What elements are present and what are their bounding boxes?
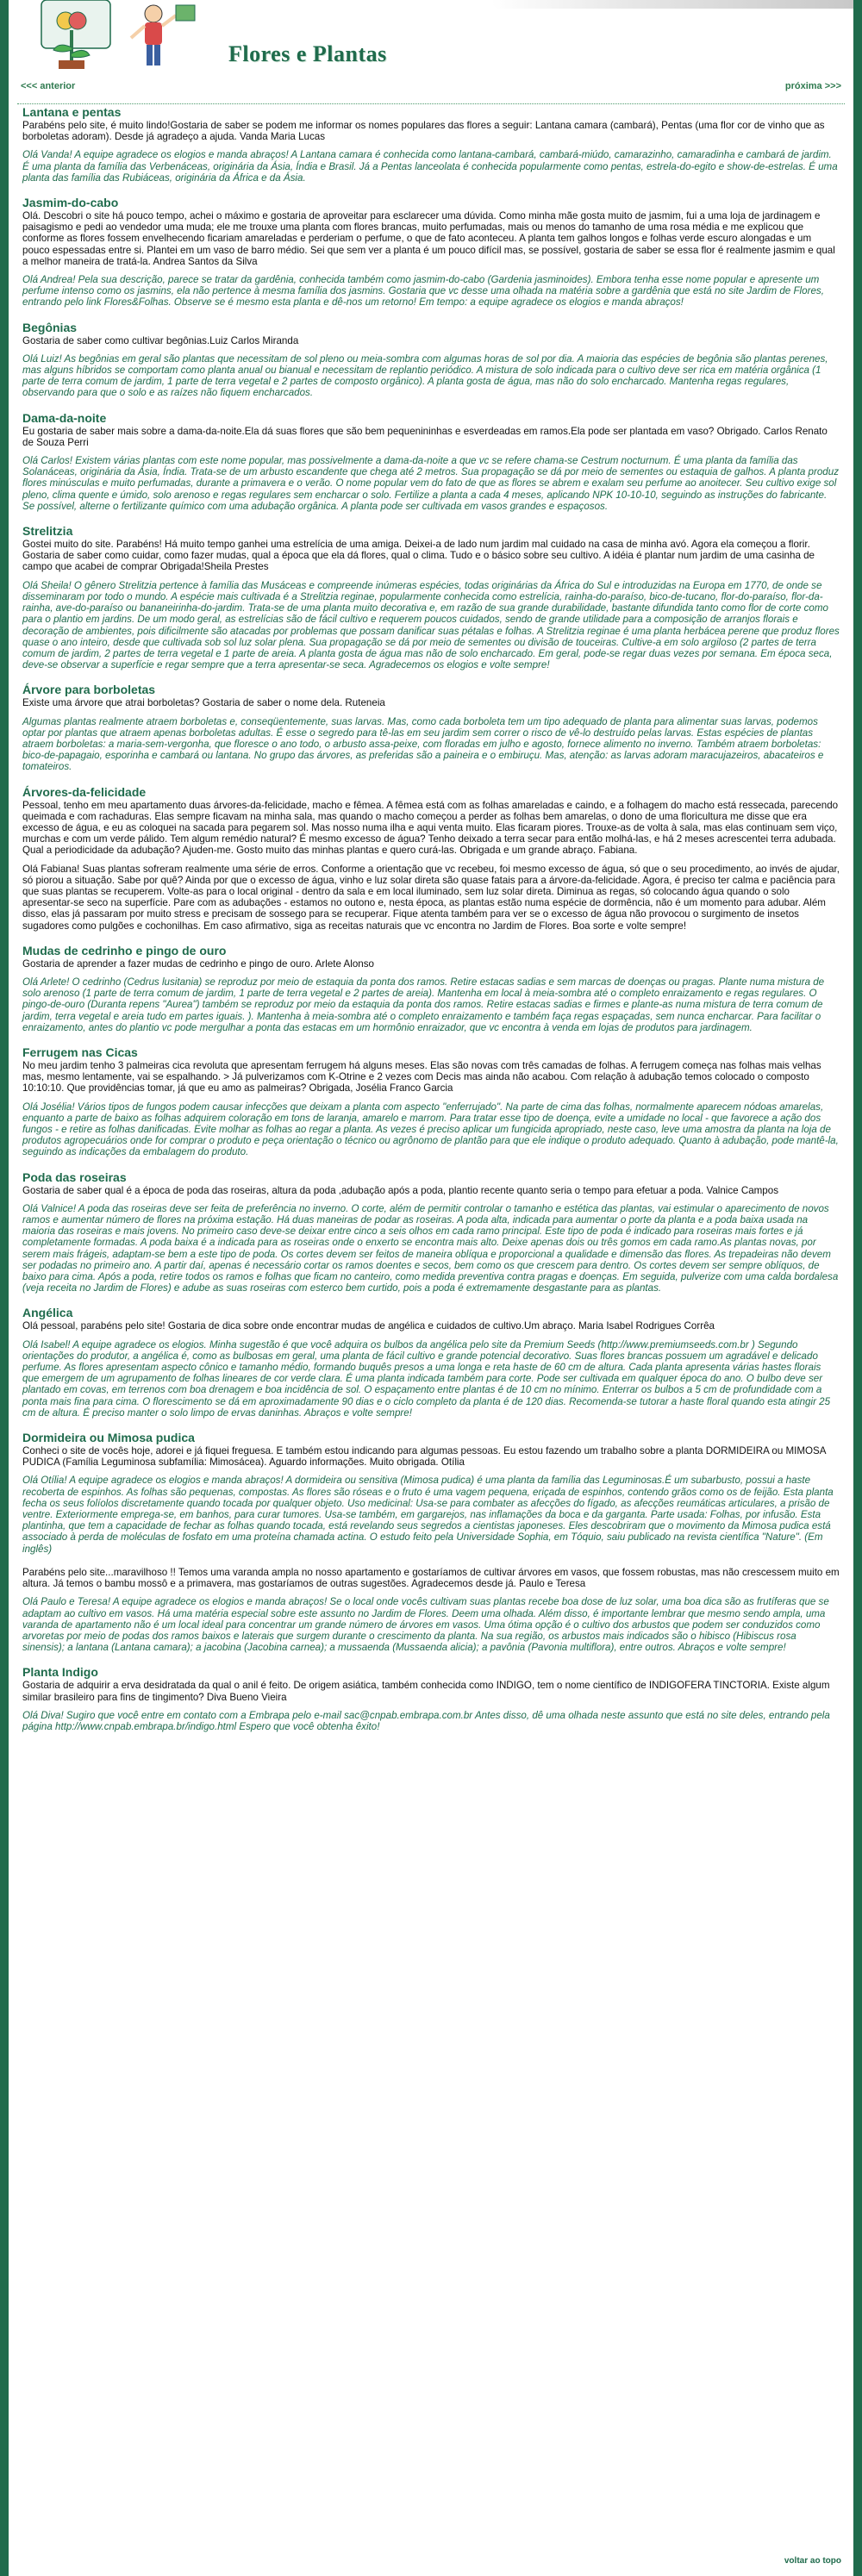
entry-question: Parabéns pelo site...maravilhoso !! Temos uma varanda ampla no nosso apartamento e gostaríamos de cultivar árvores em vasos, que fossem robustas, mas não crescessem muito em altura. Já temos o bambu mossô e a primavera, mas gostaríamos de outras sugestões. Agradecemos desde já. Paulo e Teresa [22,1566,840,1590]
entry-question: Eu gostaria de saber mais sobre a dama-da-noite.Ela dá suas flores que são bem pequenininhas e esverdeadas em ramos.Ela pode ser plantada em vaso? Obrigado. Carlos Renato de Souza Perri [22,425,828,448]
entry-answer: Olá Andrea! Pela sua descrição, parece se tratar da gardênia, conhecida também como jasmim-do-cabo (Gardenia jasminoides). Embora tenha esse nome popular e apresente um perfume intenso como os jasmins, ela não pertence à mesma família dos jasmins. Gostaria que vc desse uma olhada na matéria sobre a gardênia que está no site Jardim de Flores, entrando pelo link Flores&Folhas. Observe se é mesmo esta planta e dê-nos um retorno! Em tempo: a equipe agradece os elogios e manda abraços! [22,274,824,309]
entry-answer: Olá Arlete! O cedrinho (Cedrus lusitania) se reproduz por meio de estaquia da ponta dos ramos. Retire estacas sadias e sem marcas de doenças ou pragas. Plante numa mistura de solo arenoso (1 parte de terra comum de jardim, 1 parte de terra vegetal e 2 partes de areia). Mantenha em local à meia-sombra até o completo enraizamento e regas regulares. O pingo-de-ouro (Duranta repens "Aurea") também se reproduz por meio da estaquia da ponta dos ramos. Retire estacas sadias e firmes e plante-as numa mistura de terra comum de jardim, terra vegetal e areia tudo em partes iguais. ). Mantenha à meia-sombra até o completo enraizamento e também faça regas espaçadas, sem nunca encharcar. Para facilitar o enraizamento, antes do plantio vc pode mergulhar a ponta das estacas em um hormônio enraizador, que vc encontra à venda em lojas de produtos para jardinagem. [22,976,825,1033]
next-page-link[interactable]: próxima >>> [784,81,841,91]
entry-answer: Olá Valnice! A poda das roseiras deve ser feita de preferência no inverno. O corte, além de permitir controlar o tamanho e estética das plantas, vai estimular o aparecimento de novos ramos e aumentar número de flores na próxima estação. Há duas maneiras de podar as roseiras. A poda alta, indicada para aumentar o porte da planta e a poda baixa usada na maioria das roseiras e mais jovens. No primeiro caso deve-se deixar entre cinco a seis olhos em cada ramo principal. Este tipo de poda é indicado para roseiras mais fortes e já completamente formadas. A poda baixa é a indicada para as roseiras onde o enxerto se encontra mais alto. Deixe apenas dois ou três gomos em cada ramo.As plantas novas, por serem mais frágeis, adaptam-se bem a este tipo de poda. Os cortes devem ser feitos de maneira oblíqua e proporcional a qualidade e dimensão das flores. As trepadeiras não devem ser podadas no primeiro ano. A partir daí, apenas é necessário cortar os ramos doentes e secos, bem como os que crescem para dentro. Os cortes devem ser sempre oblíquos, de baixo para cima. Após a poda, retire todos os ramos e folhas que ficam no canteiro, como medida preventiva contra pragas e doenças. Em seguida, pulverize com uma calda bordalesa (veja receita no Jardim de Flores) e adube as suas roseiras com esterco bem curtido, pois a poda é extremamente desgastante para as plantas. [22,1202,839,1294]
qa-entry [22,683,840,772]
entry-title: Árvores-da-felicidade [22,784,147,799]
entry-answer: Olá Vanda! A equipe agradece os elogios e manda abraços! A Lantana camara é conhecida como lantana-cambará, cambará-miúdo, camarazinho, camaradinha e cambará de jardim. É uma planta da família das Verbenáceas, originária da Ásia, Índia e Brasil. Já a Pentas lanceolata é conhecida popularmente como pentas, estrela-do-egito e show-de-estrelas. É uma planta das família das Rubiáceas, originária da África e da Ásia. [22,149,838,184]
entry-title: Begônias [22,320,78,334]
qa-entry [22,785,840,932]
flower-mascot-icon [24,0,214,71]
entry-title: Dormideira ou Mimosa pudica [22,1431,195,1445]
entry-answer: Olá Otília! A equipe agradece os elogios e manda abraços! A dormideira ou sensitiva (Mimosa pudica) é uma planta da família das Leguminosas.É um subarbusto, possui a haste recoberta de espinhos. As folhas são pequenas, compostas. As flores são róseas e o fruto é uma vagem pequena, eriçada de espinhos, contendo grãos como os de feijão. Esta planta fecha os seus folíolos discretamente quando tocada por qualquer objeto. Uso medicinal: Usa-se para combater as afecções do fígado, as afecções reumáticas articulares, a prisão de ventre. Exteriormente emprega-se, em banhos, para curar tumores. Usa-se também, em gargarejos, nas inflamações da boca e da garganta. Parte usada: Folhas, por infusão. Esta plantinha, que tem a capacidade de fechar as folhas quando tocada, está revelando seus segredos a cientistas japoneses. Eles descobriram que o movimento da Mimosa pudica está associado à perda de moléculas de fosfato em uma proteína chamada actina. O estudo feito pela Universidade Sophia, em Tóquio, saiu publicado na revista científica "Nature". (Em inglês) [22,1475,834,1555]
site-title: Flores e Plantas [228,41,387,66]
page-nav [9,71,853,105]
qa-list [9,105,853,1732]
entry-title: Planta Indigo [22,1665,98,1680]
back-to-top-link[interactable]: voltar ao topo [784,2556,841,2566]
qa-entry [22,1306,840,1419]
qa-entry [22,1431,840,1555]
entry-title: Strelitzia [22,524,73,539]
qa-entry [22,944,840,1033]
site-header [9,0,853,71]
qa-entry [22,524,840,671]
entry-question: Gostaria de adquirir a erva desidratada da qual o anil é feito. De origem asiática, também conhecida como INDIGO, tem o nome científico de INDIGOFERA TINCTORIA. Existe algum similar brasileiro para fins de tingimento? Diva Bueno Vieira [22,1680,830,1703]
qa-entry [22,196,840,309]
entry-question: Gostei muito do site. Parabéns! Há muito tempo ganhei uma estrelícia de uma amiga. Deixei-a de lado num jardim mal cuidado na casa de minha avó. Agora ela começou a florir. Gostaria de saber como cuidar, como fazer mudas, qual a época que ela dá flores, qual o clima. Tudo e o básico sobre seu cultivo. A idéia é plantar num jardim de uma casinha de campo que acabei de comprar Obrigada!Sheila Prestes [22,539,815,573]
entry-answer: Olá Isabel! A equipe agradece os elogios. Minha sugestão é que você adquira os bulbos da angélica pelo site da Premium Seeds (http://www.premiumseeds.com.br ) Segundo orientações do produtor, a angélica é, como as bulbosas em geral, uma planta de fácil cultivo e grande potencial decorativo. Suas flores brancas possuem um agradável e delicado perfume. As flores apresentam aspecto cônico e tamanho médio, formando buquês presos a uma longa e reta haste de 60 cm de altura. Cada planta apresenta várias hastes florais que emergem de um agrupamento de folhas lineares de cor verde clara. É uma planta indicada também para corte. Pode ser cultivada em qualquer época do ano. O bulbo deve ser plantado em covas, em terrenos com boa drenagem e boa incidência de sol. O espaçamento entre plantas é de 10 cm no mínimo. Enterrar os bulbos a 5 cm de profundidade com a ponta mais fina para cima. O florescimento se dá em aproximadamente 90 dias e o ciclo completo da planta é de 120 dias. Recomenda-se tutorar a haste floral quando esta atingir 25 cm de altura. É preciso manter o solo limpo de ervas daninhas. Abraços e volte sempre! [22,1338,831,1419]
entry-answer: Olá Josélia! Vários tipos de fungos podem causar infecções que deixam a planta com aspecto "enferrujado". Na parte de cima das folhas, normalmente aparecem nódoas amarelas, enquanto a parte de baixo as folhas adquirem coloração em tons de laranja, amarelo e marrom. Para tratar esse tipo de doença, evite a umidade no local - que favorece a ação dos fungos - e retire as folhas danificadas. Evite molhar as folhas ao regar a planta. As vezes é preciso aplicar um fungicida apropriado, neste caso, leve uma amostra da planta na loja de produtos agropecuários onde for comprar o produto e peça orientação o técnico ou agrônomo de plantão para que ele indique o produto adequado. Quanto à adubação, pode mantê-la, seguindo as indicações da embalagem do produto. [22,1101,839,1158]
entry-answer: Algumas plantas realmente atraem borboletas e, conseqüentemente, suas larvas. Mas, como cada borboleta tem um tipo adequado de planta para alimentar suas larvas, podemos optar por plantas que atraem apenas borboletas adultas. É esse o segredo para tê-las em seu jardim sem correr o risco de vê-lo destruído pelas larvas. Estas espécies de plantas atraem borboletas: a maria-sem-vergonha, que floresce o ano todo, o arbusto assa-peixe, com floradas em julho e agosto, fornece alimento no inverno. Também atraem borboletas: bico-de-papagaio, esporinha e cambará ou lantana. No grupo das árvores, as preferidas são a paineira e o embiruçu. Mas, atenção: as larvas adoram maracujazeiros, abacateiros e tomateiros. [22,715,824,773]
entry-title: Ferrugem nas Cicas [22,1045,138,1059]
header-decoration [491,0,853,9]
entry-title: Árvore para borboletas [22,683,156,697]
entry-title: Lantana e pentas [22,105,122,119]
entry-answer: Olá Luiz! As begônias em geral são plantas que necessitam de sol pleno ou meia-sombra com algumas horas de sol por dia. A maioria das espécies de begônia são plantas perenes, mas alguns híbridos se comportam como planta anual ou bianual e necessitam de replantio periódico. A mistura de solo indicada para o cultivo deve ser rica em matéria orgânica (1 parte de terra comum de jardim, 1 parte de terra vegetal e 2 partes de composto orgânico). A planta gosta de água, mas não do solo encharcado. Mantenha regas regulares, observando para que o solo e as raízes não fiquem encharcados. [22,352,828,399]
qa-entry [22,105,840,184]
site-logo [24,0,214,71]
entry-question: Pessoal, tenho em meu apartamento duas árvores-da-felicidade, macho e fêmea. A fêmea está com as folhas amareladas e caindo, e a folhagem do macho está ressecada, parecendo queimada e com rachaduras. Elas sempre ficavam na minha sala, mas quando o macho começou a perder as folhas bem amarelas, o dono de uma floricultura me disse que era excesso de água, e eu as coloquei na sacada para pegarem sol. Mas nosso numa ilha e aqui venta muito. Elas ficaram piores. Trouxe-as de volta à sala, mas elas continuam sem viço, murchas e com um verde pálido. Tem algum remédio natural? É mesmo excesso de água? Tenho deixado a terra secar para então molhá-las, e há 2 meses acrescentei terra adubada. Qual a periodicidade da adubação? Ajuden-me. Gosto muito das minhas plantas e quero curá-las. Obrigada e um grande abraço. Fabiana. [22,799,839,857]
entry-question: Olá. Descobri o site há pouco tempo, achei o máximo e gostaria de aproveitar para esclarecer uma dúvida. Como minha mãe gosta muito de jasmim, fui a uma loja de jardinagem e paisagismo e pedi ao vendedor uma muda; ele me trouxe uma planta com flores brancas, muito perfumadas, mais ou menos do tamanho de uma rosa média e me explicou que conforme as flores fossem envelhecendo ficariam amareladas e perderiam o perfume, o que de fato aconteceu. A planta tem galhos longos e folhas verde escuro alongadas e um pouco espessadas entre si. Plantei em um vaso de barro médio. Sei que sem ver a planta é um pouco difícil mas, se possível, gostaria de saber se essa flor é realmente jasmim e qual a melhor maneira de tratá-la. Andrea Santos da Silva [22,210,835,267]
entry-title: Poda das roseiras [22,1169,127,1184]
entry-title: Jasmim-do-cabo [22,196,119,210]
divider [17,103,845,104]
entry-answer: Olá Paulo e Teresa! A equipe agradece os elogios e manda abraços! Se o local onde vocês cultivam suas plantas recebe boa dose de luz solar, uma boa dica são as frutíferas que se adaptam ao cultivo em vasos. Há uma matéria especial sobre este assunto no Jardim de Flores. Deem uma olhada. Além disso, é importante lembrar que mesmo sendo ampla, uma varanda de apartamento não é um local ideal para concentrar um grande número de árvores em vasos. Uma ótima opção é o cultivo dos arbustos que podem ser conduzidos como arvoretas por meio de podas dos ramos baixos e laterais que surgem durante o crescimento da planta. Na sua região, os arbustos mais indicados são o hibisco (Hibiscus rosa sinensis); a lantana (Lantana camara); a jacobina (Jacobina carnea); a mussaenda (Mussaenda alicia); a pavônia (Pavonia multiflora), entre outros. Abraços e volte sempre! [22,1596,829,1654]
qa-entry [22,1170,840,1294]
entry-question: Conheci o site de vocês hoje, adorei e já fiquei freguesa. E também estou indicando para algumas pessoas. Eu estou fazendo um trabalho sobre a planta DORMIDEIRA ou MIMOSA PUDICA (Família Leguminosa subfamília: Mimosácea). Aguardo informações. Muito obrigada. Otília [22,1445,826,1469]
qa-entry [22,411,840,512]
entry-question: Gostaria de saber como cultivar begônias.Luiz Carlos Miranda [22,334,299,346]
entry-question: Parabéns pelo site, é muito lindo!Gostaria de saber se podem me informar os nomes populares das flores a seguir: Lantana camara (cambará), Pentas (uma flor cor de vinho que as borboletas adoram). Desde já agradeço a ajuda. Vanda Maria Lucas [22,120,825,143]
entry-answer: Olá Diva! Sugiro que você entre em contato com a Embrapa pelo e-mail sac@cnpab.embrapa.com.br Antes disso, dê uma olhada neste assunto que está no site deles, entrando pela página http://www.cnpab.embrapa.br/indigo.html Espero que você obtenha êxito! [22,1709,830,1732]
entry-answer: Olá Carlos! Existem várias plantas com este nome popular, mas possivelmente a dama-da-noite a que vc se refere chama-se Cestrum nocturnum. É uma planta da família das Solanáceas, originária da Ásia, Índia. Trata-se de um arbusto escandente que chega até 2 metros. Sua propagação se dá por meio de sementes ou estaquia de galhos. A planta produz flores minúsculas e muito perfumadas, durante a primavera e o verão. O nome popular vem do fato de que as flores se abrem e exalam seu perfume ao anoitecer. Seu cultivo exige sol pleno, clima quente e úmido, solo arenoso e regas regulares sem encharcar o solo. Fertilize a planta a cada 4 meses, aplicando NPK 10-10-10, seguindo as instruções do fabricante. Se possível, alterne o fertilizante químico com uma adubação orgânica. A planta pode ser cultivada em vasos grandes e espaçosos. [22,455,839,512]
entry-question: Olá pessoal, parabéns pelo site! Gostaria de dica sobre onde encontrar mudas de angélica e cuidados de cultivo.Um abraço. Maria Isabel Rodrigues Corrêa [22,1320,715,1332]
entry-question: No meu jardim tenho 3 palmeiras cica revoluta que apresentam ferrugem há alguns meses. Elas são novas com três camadas de folhas. A ferrugem começa nas folhas mais velhas mas, mesmo lentamente, vai se espalhando. > Já pulverizamos com K-Otrine e 2 vezes com Decis mas ainda não acabou. Com relação à adubação temos colocado o composto 10:10:10. Que providências tomar, já que eu amo as palmeiras? Obrigada, Josélia Franco Garcia [22,1059,821,1095]
entry-title: Angélica [22,1306,73,1320]
entry-title: Dama-da-noite [22,410,107,425]
entry-answer: Olá Fabiana! Suas plantas sofreram realmente uma série de erros. Conforme a orientação que vc recebeu, foi mesmo excesso de água, só que o seu procedimento, ao invés de ajudar, só piorou a situação. Sabe por quê? Ainda por que o excesso de água, vinho e luz solar direta são quase fatais para a árvore-da-felicidade. Agora, é preciso ter calma e paciência para que suas plantas se recuperem. Volte-as para o local original - dentro da sala e em local iluminado, sem luz solar direta. Diminua as regas, só colocando água quando o solo apresentar-se seco na superfície. Pare com as adubações - estamos no outono e, nesta época, as plantas estão numa espécie de dormência, não é um momento para adubar. Além disso, elas já passaram por muito stress e precisam de sossego para se recuperar. Fique atenta também para ver se o excesso de água não provocou o surgimento de insetos sugadores como pulgões e cochonilhas. Em caso afirmativo, siga as receitas naturais que vc encontra no Jardim de Flores. Boa sorte e volte sempre! [22,863,840,932]
entry-question: Gostaria de aprender a fazer mudas de cedrinho e pingo de ouro. Arlete Alonso [22,957,374,970]
qa-entry [22,1045,840,1158]
qa-entry [22,1665,840,1732]
page-footer [9,2550,853,2576]
qa-entry [22,321,840,399]
qa-entry [22,1567,840,1653]
previous-page-link[interactable]: <<< anterior [21,81,76,91]
page [9,0,853,2576]
entry-question: Existe uma árvore que atrai borboletas? Gostaria de saber o nome dela. Ruteneia [22,697,385,709]
entry-answer: Olá Sheila! O gênero Strelitzia pertence à família das Musáceas e compreende inúmeras espécies, todas originárias da África do Sul e introduzidas na Europa em 1770, de onde se disseminaram por todo o mundo. A espécie mais cultivada é a Strelitzia reginae, popularmente conhecida como estrelícia, rainha-do-paraíso, bico-de-tucano, flor-do-paraíso, flor-da-rainha, ave-do-paraíso ou bananeirinha-do-jardim. Trata-se de uma planta muito decorativa e, em razão de sua grande durabilidade, bastante difundida tanto como flor de corte como para o plantio em jardins. De um modo geral, as estrelícias são de fácil cultivo e requerem poucos cuidados, sendo de grande utilidade para a composição de arranjos florais e decoração de ambientes, pois dificilmente são atacadas por problemas que possam danificar suas pétalas e folhas. A Strelitzia reginae é uma planta herbácea perene que produz flores quase o ano inteiro, desde que cultivada sob sol luz solar plena. Sua propagação se dá por meio de sementes ou divisão de touceiras. Cultive-a em solo argiloso (2 partes de terra comum de jardim, 2 partes de terra vegetal e 1 parte de areia. A planta gosta de água mas não de solo encharcado. Em geral, pode-se regar duas vezes por semana. Em época seca, deve-se observar a superfície e regar sempre que a terra apresentar-se seca. Agradecemos os elogios e volte sempre! [22,579,840,671]
entry-question: Gostaria de saber qual é a época de poda das roseiras, altura da poda ,adubação após a poda, plantio recente quanto seria o tempo para efetuar a poda. Valnice Campos [22,1184,778,1196]
entry-title: Mudas de cedrinho e pingo de ouro [22,943,227,957]
